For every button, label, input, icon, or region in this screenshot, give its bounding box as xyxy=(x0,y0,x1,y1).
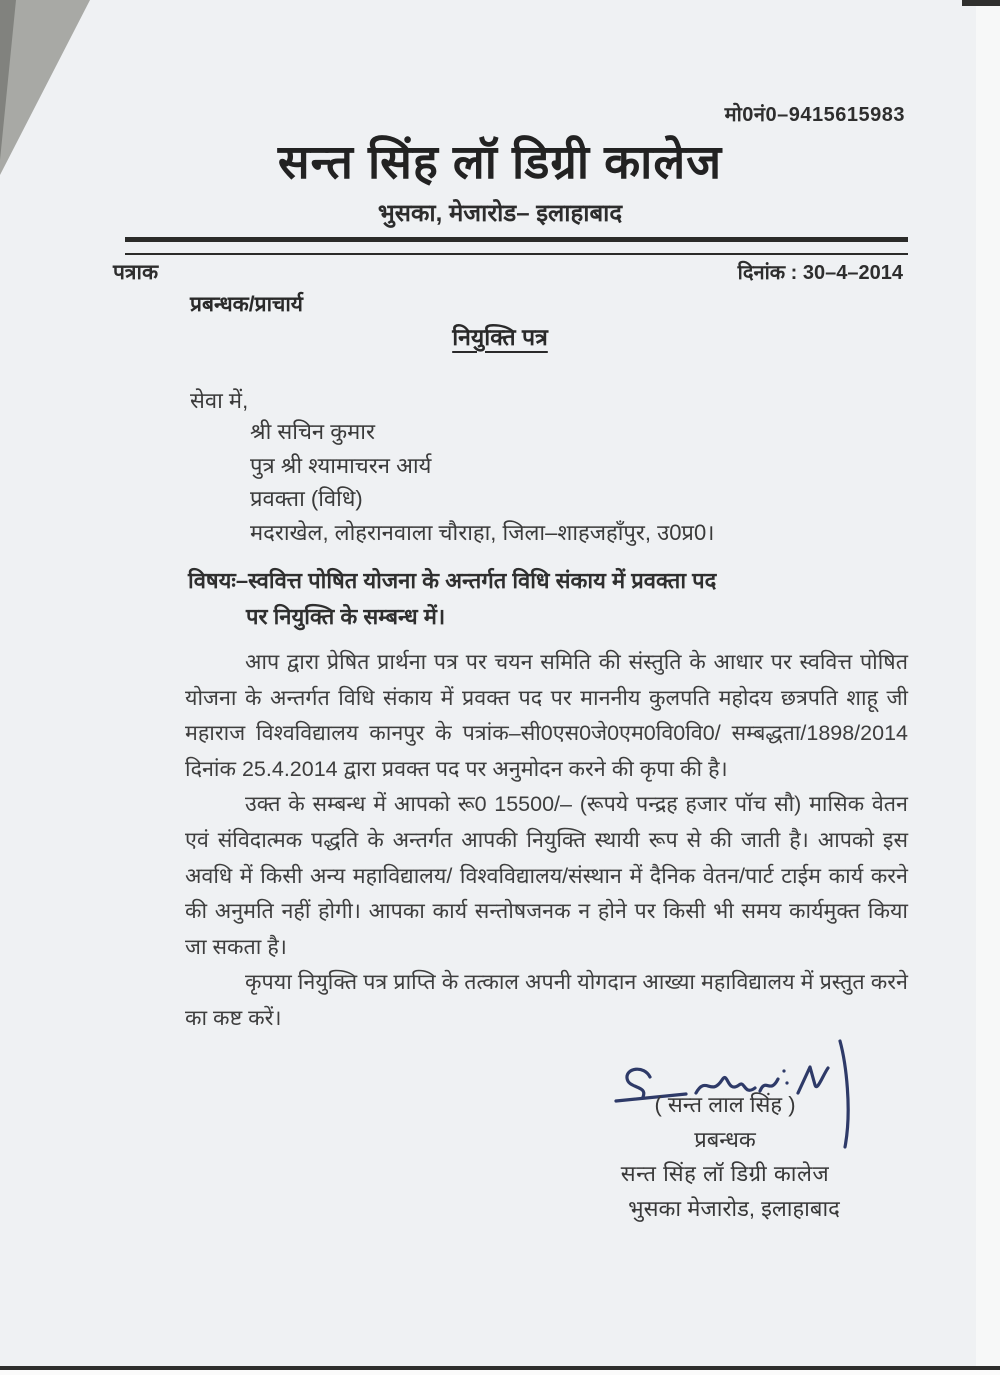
subject-line-1: विषयः–स्ववित्त पोषित योजना के अन्तर्गत विधि संकाय में प्रवक्ता पद xyxy=(188,568,717,593)
letter-title: नियुक्ति पत्र xyxy=(452,324,548,350)
recipient-father-name: पुत्र श्री श्यामाचरन आर्य xyxy=(250,452,432,478)
signatory-place: भुसका मेजारोड, इलाहाबाद xyxy=(628,1195,840,1221)
signatory-name: ( सन्त लाल सिंह ) xyxy=(654,1092,796,1117)
college-address: भुसका, मेजारोड– इलाहाबाद xyxy=(377,200,623,227)
signatory-designation: प्रबन्धक xyxy=(694,1126,756,1152)
sender-designation: प्रबन्धक/प्राचार्य xyxy=(190,293,303,316)
recipient-address-block xyxy=(250,415,715,549)
body-paragraph-1: आप द्वारा प्रेषित प्रार्थना पत्र पर चयन समिति की संस्तुति के आधार पर स्ववित्त पोषित योजना के अन्तर्गत विधि संकाय में प्रवक्त पद पर माननीय कुलपति महोदय छत्रपति शाहू जी महाराज विश्वविद्यालय कानपुर के पत्रांक–सी0एस0जे0एम0वि0वि0/ सम्बद्धता/1898/2014 दिनांक 25.4.2014 द्वारा प्रवक्त पद पर अनुमोदन करने की कृपा की है। xyxy=(185,650,908,781)
letter-date: दिनांक : 30–4–2014 xyxy=(737,262,903,284)
body-paragraph-3: कृपया नियुक्ति पत्र प्राप्ति के तत्काल अपनी योगदान आख्या महाविद्यालय में प्रस्तुत करने का कष्ट करें। xyxy=(185,970,908,1030)
recipient-address: मदराखेल, लोहरानवाला चौराहा, जिला–शाहजहाँपुर, उ0प्र0। xyxy=(250,519,715,545)
scan-top-edge-mark xyxy=(962,0,1000,6)
signatory-organization: सन्त सिंह लॉ डिग्री कालेज xyxy=(620,1161,830,1186)
subject-block xyxy=(188,563,918,635)
college-name-heading: सन्त सिंह लॉ डिग्री कालेज xyxy=(277,135,723,188)
header-divider-rule xyxy=(125,237,908,255)
reference-label: पत्राक xyxy=(113,261,159,284)
scan-bottom-margin xyxy=(0,1370,1000,1375)
phone-number: मो0नं0–9415615983 xyxy=(724,104,905,126)
salutation: सेवा में, xyxy=(190,388,249,413)
recipient-post: प्रवक्ता (विधि) xyxy=(250,486,363,511)
signature-block xyxy=(565,1088,885,1226)
body-paragraph-2: उक्त के सम्बन्ध में आपको रू0 15500/– (रूपये पन्द्रह हजार पॉच सौ) मासिक वेतन एवं संविदात्मक पद्धति के अन्तर्गत आपकी नियुक्ति स्थायी रूप से की जाती है। आपको इस अवधि में किसी अन्य महाविद्यालय/ विश्वविद्यालय/संस्थान में दैनिक वेतन/पार्ट टाईम कार्य करने की अनुमति नहीं होगी। आपका कार्य सन्तोषजनक न होने पर किसी भी समय कार्यमुक्त किया जा सकता है। xyxy=(185,792,908,959)
recipient-name: श्री सचिन कुमार xyxy=(250,419,375,444)
subject-line-2: पर नियुक्ति के सम्बन्ध में। xyxy=(246,604,446,629)
letter-body xyxy=(185,645,908,1037)
